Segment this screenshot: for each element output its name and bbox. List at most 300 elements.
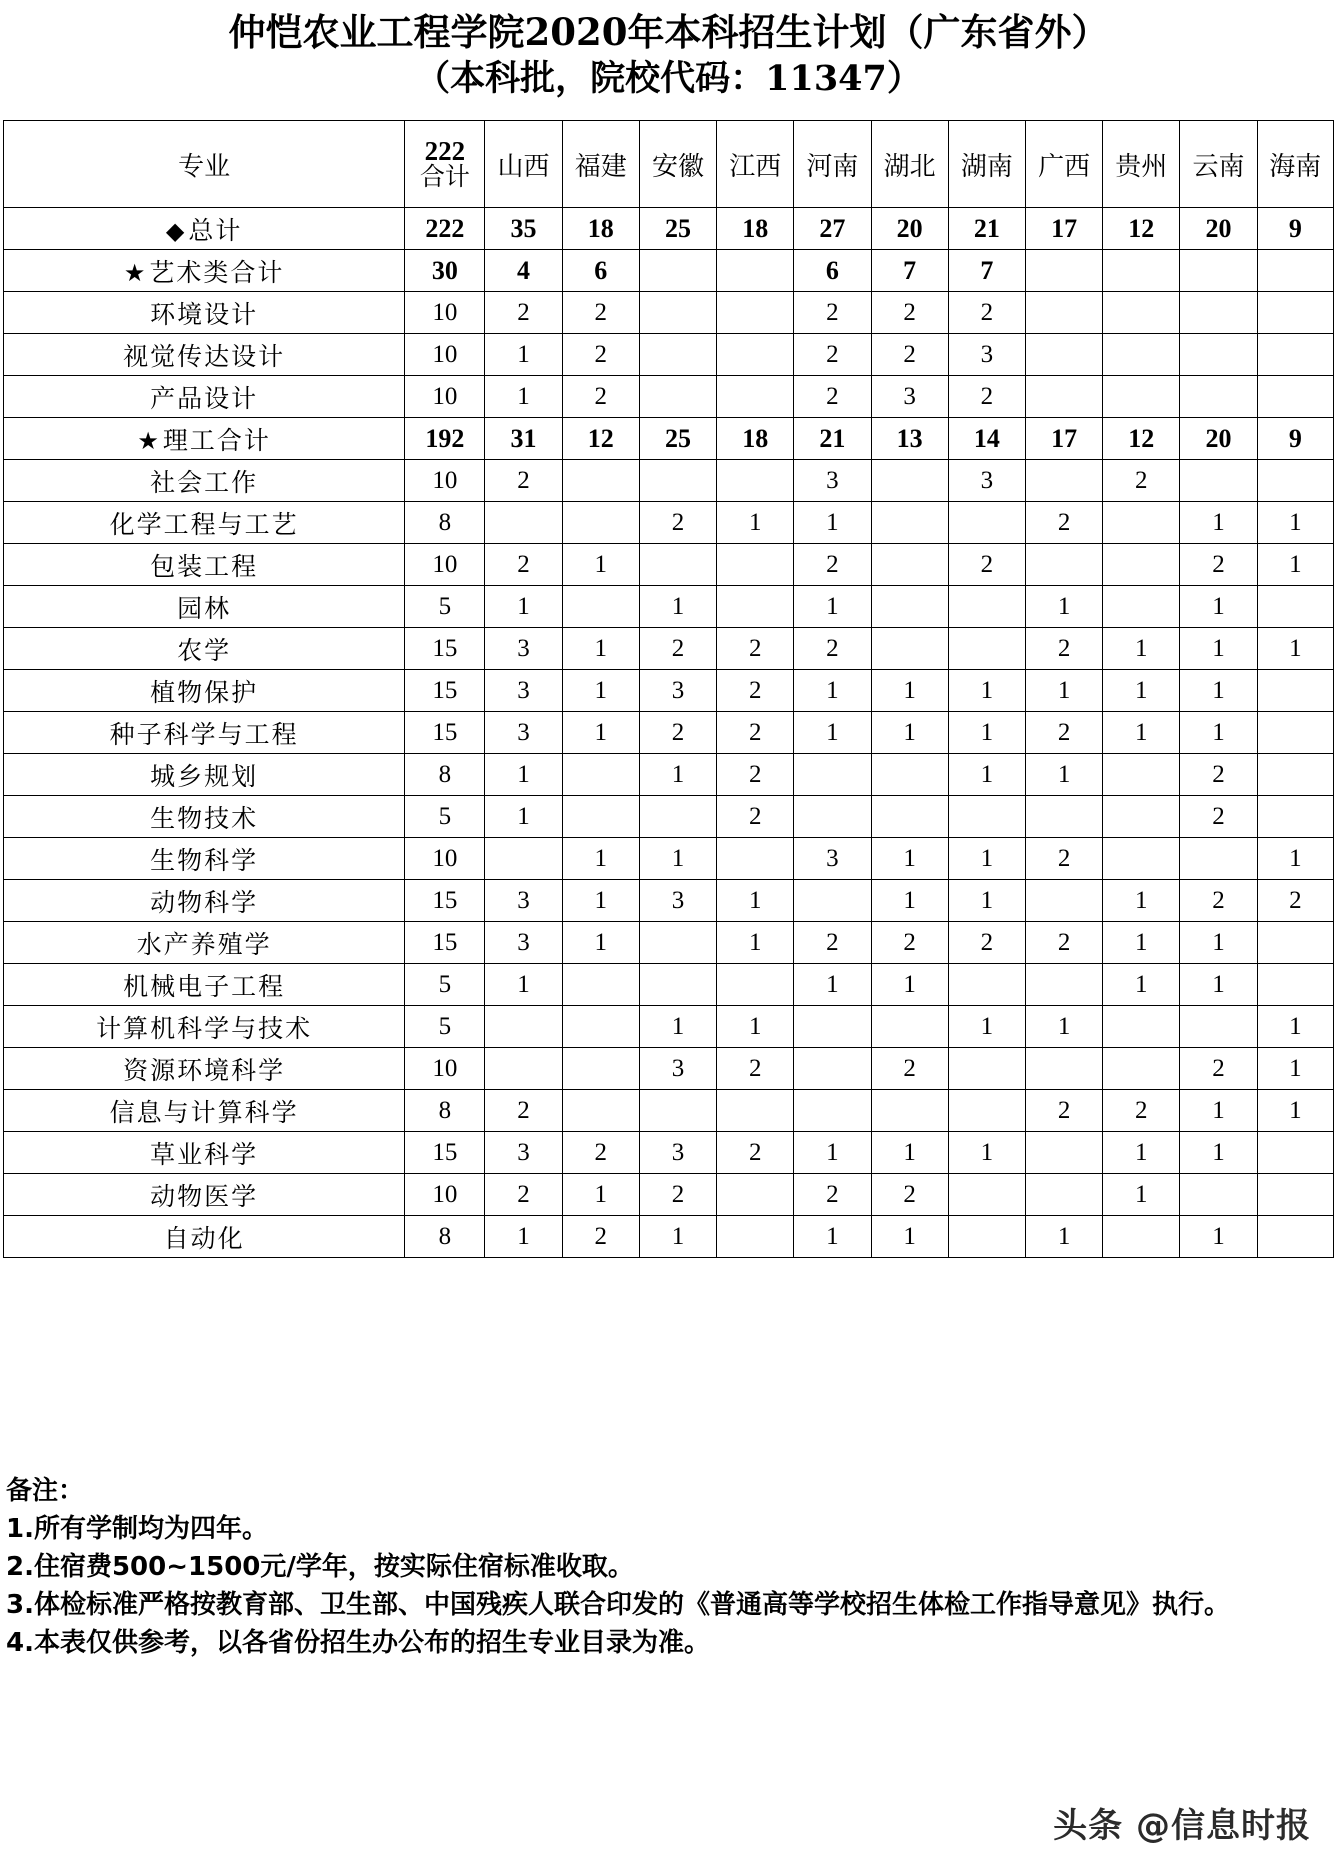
row-province-value — [871, 754, 948, 796]
row-province-value — [717, 544, 794, 586]
row-total-value: 15 — [405, 628, 485, 670]
row-province-value: 3 — [871, 376, 948, 418]
row-total-value: 10 — [405, 1048, 485, 1090]
row-province-value: 1 — [639, 754, 716, 796]
column-header-province-3: 江西 — [717, 121, 794, 208]
row-province-value — [948, 964, 1025, 1006]
row-province-value: 3 — [948, 460, 1025, 502]
row-province-value: 2 — [794, 544, 871, 586]
row-province-value — [871, 1090, 948, 1132]
row-major-label: 艺术类合计 — [149, 259, 285, 287]
row-province-value — [1180, 376, 1257, 418]
row-province-value — [1025, 796, 1102, 838]
row-province-value: 14 — [948, 418, 1025, 460]
row-province-value: 1 — [1025, 1216, 1102, 1258]
row-total-value: 15 — [405, 922, 485, 964]
row-major-label: 水产养殖学 — [136, 931, 272, 959]
row-province-value: 1 — [485, 796, 562, 838]
row-province-value: 1 — [948, 1132, 1025, 1174]
row-province-value: 2 — [717, 796, 794, 838]
row-province-value: 1 — [562, 922, 639, 964]
row-province-value — [1025, 964, 1102, 1006]
row-total-value: 5 — [405, 796, 485, 838]
row-province-value: 20 — [1180, 418, 1257, 460]
row-province-value: 2 — [948, 922, 1025, 964]
row-province-value: 1 — [1180, 628, 1257, 670]
row-province-value — [948, 1048, 1025, 1090]
table-row — [4, 460, 1334, 502]
row-total-value: 222 — [405, 208, 485, 250]
column-header-total-label: 合计 — [419, 164, 470, 192]
row-province-value: 1 — [1180, 712, 1257, 754]
row-province-value: 9 — [1257, 208, 1333, 250]
row-province-value: 2 — [1025, 838, 1102, 880]
row-province-value: 1 — [948, 880, 1025, 922]
row-province-value: 1 — [717, 1006, 794, 1048]
row-province-value — [562, 1048, 639, 1090]
row-province-value: 2 — [717, 670, 794, 712]
row-province-value — [562, 796, 639, 838]
row-major-name — [4, 922, 405, 964]
row-major-label: 环境设计 — [150, 301, 259, 329]
row-major-label: 计算机科学与技术 — [96, 1015, 313, 1043]
row-province-value: 1 — [1103, 1132, 1180, 1174]
row-province-value — [1025, 334, 1102, 376]
star-icon: ★ — [123, 260, 148, 287]
row-province-value: 1 — [794, 670, 871, 712]
row-major-name — [4, 334, 405, 376]
row-province-value — [948, 1174, 1025, 1216]
table-row — [4, 1216, 1334, 1258]
row-province-value — [1025, 1048, 1102, 1090]
row-province-value — [1025, 544, 1102, 586]
row-province-value — [1103, 1216, 1180, 1258]
row-province-value: 13 — [871, 418, 948, 460]
table-row — [4, 376, 1334, 418]
row-major-label: 生物技术 — [150, 805, 259, 833]
row-province-value — [717, 1174, 794, 1216]
row-province-value — [948, 586, 1025, 628]
row-province-value: 7 — [871, 250, 948, 292]
row-province-value: 12 — [1103, 208, 1180, 250]
row-total-value: 8 — [405, 1090, 485, 1132]
row-province-value: 1 — [871, 838, 948, 880]
row-province-value — [562, 964, 639, 1006]
note-item-4: 4.本表仅供参考，以各省份招生办公布的招生专业目录为准。 — [6, 1628, 710, 1658]
row-province-value: 4 — [485, 250, 562, 292]
table-row — [4, 1132, 1334, 1174]
row-province-value: 1 — [717, 922, 794, 964]
row-province-value: 21 — [948, 208, 1025, 250]
table-row — [4, 250, 1334, 292]
row-province-value: 2 — [871, 1174, 948, 1216]
row-province-value: 3 — [639, 880, 716, 922]
row-major-label: 产品设计 — [150, 385, 259, 413]
row-province-value: 3 — [948, 334, 1025, 376]
row-total-value: 15 — [405, 880, 485, 922]
row-province-value: 1 — [794, 1216, 871, 1258]
row-province-value: 1 — [717, 880, 794, 922]
row-province-value: 12 — [1103, 418, 1180, 460]
row-major-name — [4, 208, 405, 250]
row-province-value — [794, 880, 871, 922]
row-province-value — [1103, 376, 1180, 418]
row-province-value: 18 — [717, 208, 794, 250]
row-province-value: 1 — [562, 838, 639, 880]
row-province-value — [562, 1090, 639, 1132]
row-province-value: 3 — [485, 1132, 562, 1174]
row-major-label: 草业科学 — [150, 1141, 259, 1169]
row-province-value: 2 — [485, 1174, 562, 1216]
row-major-label: 理工合计 — [162, 427, 271, 455]
column-header-province-10: 海南 — [1257, 121, 1333, 208]
row-province-value: 1 — [1103, 964, 1180, 1006]
row-major-label: 自动化 — [163, 1225, 245, 1253]
row-province-value: 1 — [485, 1216, 562, 1258]
row-province-value: 1 — [948, 754, 1025, 796]
row-total-value: 15 — [405, 712, 485, 754]
row-province-value: 2 — [485, 544, 562, 586]
row-province-value: 1 — [1257, 544, 1333, 586]
row-province-value: 2 — [1103, 460, 1180, 502]
row-province-value — [1103, 754, 1180, 796]
row-province-value — [1103, 838, 1180, 880]
row-province-value — [871, 544, 948, 586]
column-header-total — [405, 121, 485, 208]
row-province-value — [1257, 1132, 1333, 1174]
row-province-value: 1 — [871, 670, 948, 712]
row-total-value: 30 — [405, 250, 485, 292]
row-province-value — [1257, 796, 1333, 838]
row-province-value: 1 — [639, 586, 716, 628]
row-province-value — [871, 628, 948, 670]
row-province-value: 21 — [794, 418, 871, 460]
row-major-label: 信息与计算科学 — [109, 1099, 299, 1127]
row-total-value: 10 — [405, 544, 485, 586]
row-province-value — [639, 292, 716, 334]
row-province-value: 2 — [562, 1216, 639, 1258]
row-major-label: 机械电子工程 — [123, 973, 286, 1001]
row-province-value — [1103, 544, 1180, 586]
row-province-value: 2 — [1257, 880, 1333, 922]
row-province-value — [871, 586, 948, 628]
row-province-value — [1103, 334, 1180, 376]
row-province-value — [1257, 922, 1333, 964]
row-province-value — [639, 334, 716, 376]
row-province-value: 1 — [1180, 502, 1257, 544]
row-province-value: 1 — [948, 838, 1025, 880]
column-header-province-6: 湖南 — [948, 121, 1025, 208]
row-province-value — [562, 460, 639, 502]
row-province-value — [717, 250, 794, 292]
row-province-value: 1 — [794, 964, 871, 1006]
row-province-value: 31 — [485, 418, 562, 460]
row-province-value: 2 — [794, 292, 871, 334]
row-province-value: 2 — [639, 712, 716, 754]
row-province-value — [562, 502, 639, 544]
table-row — [4, 670, 1334, 712]
row-province-value: 2 — [794, 334, 871, 376]
row-province-value — [1257, 712, 1333, 754]
row-province-value: 2 — [948, 544, 1025, 586]
column-header-province-1: 福建 — [562, 121, 639, 208]
row-province-value: 3 — [639, 670, 716, 712]
notes-heading: 备注： — [6, 1476, 85, 1506]
row-province-value: 1 — [1257, 502, 1333, 544]
row-province-value: 3 — [794, 838, 871, 880]
row-province-value: 3 — [794, 460, 871, 502]
row-province-value: 2 — [562, 1132, 639, 1174]
row-province-value — [1180, 1174, 1257, 1216]
row-province-value: 2 — [717, 712, 794, 754]
row-province-value: 20 — [871, 208, 948, 250]
row-province-value: 1 — [1025, 670, 1102, 712]
row-province-value: 1 — [871, 1216, 948, 1258]
row-province-value — [1180, 838, 1257, 880]
row-province-value: 1 — [562, 712, 639, 754]
row-province-value — [562, 1006, 639, 1048]
row-major-name — [4, 418, 405, 460]
row-province-value: 1 — [1257, 1006, 1333, 1048]
table-row — [4, 334, 1334, 376]
row-major-name — [4, 964, 405, 1006]
table-row — [4, 880, 1334, 922]
row-total-value: 8 — [405, 1216, 485, 1258]
row-province-value — [794, 1048, 871, 1090]
row-province-value: 2 — [1180, 1048, 1257, 1090]
row-province-value — [639, 964, 716, 1006]
row-province-value — [1180, 460, 1257, 502]
row-province-value — [717, 1090, 794, 1132]
row-province-value: 1 — [562, 670, 639, 712]
row-major-name — [4, 586, 405, 628]
row-major-name — [4, 712, 405, 754]
column-header-province-2: 安徽 — [639, 121, 716, 208]
row-province-value: 20 — [1180, 208, 1257, 250]
row-province-value — [1103, 1048, 1180, 1090]
row-province-value: 1 — [562, 1174, 639, 1216]
row-province-value: 1 — [1025, 1006, 1102, 1048]
row-province-value — [1257, 670, 1333, 712]
table-row — [4, 1090, 1334, 1132]
row-total-value: 10 — [405, 334, 485, 376]
row-province-value: 2 — [1025, 1090, 1102, 1132]
row-province-value: 2 — [871, 1048, 948, 1090]
row-major-label: 园林 — [177, 595, 232, 623]
row-province-value — [794, 1090, 871, 1132]
column-header-province-7: 广西 — [1025, 121, 1102, 208]
row-province-value — [717, 838, 794, 880]
row-major-label: 资源环境科学 — [123, 1057, 286, 1085]
row-province-value — [1103, 250, 1180, 292]
row-province-value — [1025, 460, 1102, 502]
admission-plan-table — [3, 120, 1334, 1258]
row-province-value: 2 — [794, 376, 871, 418]
row-province-value: 1 — [1103, 670, 1180, 712]
admission-plan-table-container — [0, 120, 1337, 1258]
row-total-value: 192 — [405, 418, 485, 460]
diamond-icon: ◆ — [165, 218, 187, 245]
row-province-value: 2 — [1025, 922, 1102, 964]
row-total-value: 10 — [405, 376, 485, 418]
row-major-label: 动物科学 — [150, 889, 259, 917]
table-row — [4, 1174, 1334, 1216]
row-province-value: 35 — [485, 208, 562, 250]
row-province-value — [485, 1048, 562, 1090]
row-province-value: 1 — [1257, 1048, 1333, 1090]
row-province-value — [639, 250, 716, 292]
row-province-value: 1 — [1180, 1090, 1257, 1132]
row-major-name — [4, 1006, 405, 1048]
row-province-value: 2 — [485, 460, 562, 502]
row-province-value: 2 — [717, 1132, 794, 1174]
row-province-value — [485, 1006, 562, 1048]
row-province-value: 17 — [1025, 208, 1102, 250]
row-province-value: 1 — [1180, 1132, 1257, 1174]
row-province-value — [871, 460, 948, 502]
row-province-value: 1 — [948, 1006, 1025, 1048]
table-row — [4, 502, 1334, 544]
row-province-value: 3 — [485, 670, 562, 712]
table-body — [4, 208, 1334, 1258]
row-major-label: 化学工程与工艺 — [109, 511, 299, 539]
row-province-value: 1 — [485, 964, 562, 1006]
row-province-value: 1 — [485, 334, 562, 376]
row-province-value — [871, 796, 948, 838]
row-major-name — [4, 1174, 405, 1216]
row-province-value: 1 — [1180, 964, 1257, 1006]
row-province-value — [639, 796, 716, 838]
row-total-value: 15 — [405, 1132, 485, 1174]
row-province-value: 2 — [794, 1174, 871, 1216]
row-province-value — [1103, 292, 1180, 334]
row-province-value: 1 — [639, 1216, 716, 1258]
row-province-value: 1 — [639, 1006, 716, 1048]
row-major-label: 总计 — [188, 217, 243, 245]
row-major-name — [4, 460, 405, 502]
row-province-value: 1 — [794, 712, 871, 754]
row-province-value — [717, 334, 794, 376]
row-province-value: 2 — [639, 502, 716, 544]
row-province-value: 3 — [485, 922, 562, 964]
row-province-value: 1 — [1025, 754, 1102, 796]
row-province-value: 1 — [485, 754, 562, 796]
row-major-label: 城乡规划 — [150, 763, 259, 791]
row-province-value — [1025, 250, 1102, 292]
row-province-value: 1 — [562, 880, 639, 922]
column-header-total-number: 222 — [424, 135, 466, 166]
notes-block — [6, 1472, 1326, 1662]
row-province-value: 6 — [794, 250, 871, 292]
table-header — [4, 121, 1334, 208]
row-major-name — [4, 1090, 405, 1132]
row-major-name — [4, 754, 405, 796]
row-province-value: 1 — [562, 544, 639, 586]
note-item-3: 3.体检标准严格按教育部、卫生部、中国残疾人联合印发的《普通高等学校招生体检工作指导意见》执行。 — [6, 1590, 1230, 1620]
row-major-label: 社会工作 — [150, 469, 259, 497]
page-title-block — [0, 0, 1337, 102]
row-province-value: 2 — [794, 922, 871, 964]
column-header-province-0: 山西 — [485, 121, 562, 208]
row-province-value: 18 — [717, 418, 794, 460]
row-province-value: 2 — [1025, 502, 1102, 544]
row-province-value: 9 — [1257, 418, 1333, 460]
row-province-value: 2 — [562, 292, 639, 334]
row-province-value: 2 — [639, 1174, 716, 1216]
row-province-value: 1 — [717, 502, 794, 544]
row-province-value — [871, 502, 948, 544]
row-province-value — [717, 460, 794, 502]
row-province-value: 2 — [1025, 712, 1102, 754]
row-total-value: 5 — [405, 964, 485, 1006]
row-province-value: 2 — [485, 292, 562, 334]
row-province-value: 1 — [1180, 1216, 1257, 1258]
row-province-value: 3 — [485, 712, 562, 754]
page-title-line-2: （本科批，院校代码：11347） — [415, 58, 922, 99]
row-province-value: 25 — [639, 208, 716, 250]
table-row — [4, 1048, 1334, 1090]
row-major-name — [4, 376, 405, 418]
row-province-value — [639, 460, 716, 502]
row-province-value: 2 — [871, 292, 948, 334]
row-province-value: 1 — [1257, 838, 1333, 880]
row-major-name — [4, 544, 405, 586]
row-major-name — [4, 1048, 405, 1090]
row-province-value: 2 — [1180, 754, 1257, 796]
row-total-value: 5 — [405, 586, 485, 628]
row-province-value — [794, 796, 871, 838]
table-row — [4, 796, 1334, 838]
column-header-province-9: 云南 — [1180, 121, 1257, 208]
row-province-value — [948, 502, 1025, 544]
row-province-value — [485, 502, 562, 544]
table-row — [4, 922, 1334, 964]
row-province-value — [1257, 376, 1333, 418]
row-province-value: 3 — [485, 628, 562, 670]
row-province-value: 2 — [562, 334, 639, 376]
row-province-value: 2 — [1180, 544, 1257, 586]
row-province-value: 1 — [639, 838, 716, 880]
row-major-name — [4, 250, 405, 292]
table-row — [4, 1006, 1334, 1048]
row-province-value — [1025, 1132, 1102, 1174]
row-province-value — [485, 838, 562, 880]
row-province-value — [794, 1006, 871, 1048]
row-province-value: 25 — [639, 418, 716, 460]
row-province-value: 1 — [1103, 880, 1180, 922]
row-major-name — [4, 880, 405, 922]
row-province-value: 1 — [1257, 1090, 1333, 1132]
row-province-value: 1 — [794, 1132, 871, 1174]
page-title-line-1: 仲恺农业工程学院2020年本科招生计划（广东省外） — [228, 10, 1109, 54]
row-province-value: 1 — [1257, 628, 1333, 670]
row-province-value: 1 — [485, 376, 562, 418]
row-province-value — [948, 796, 1025, 838]
row-province-value: 1 — [1025, 586, 1102, 628]
row-province-value: 3 — [485, 880, 562, 922]
row-province-value: 2 — [717, 754, 794, 796]
row-province-value: 1 — [1180, 922, 1257, 964]
row-province-value — [639, 376, 716, 418]
row-total-value: 10 — [405, 838, 485, 880]
row-major-label: 生物科学 — [150, 847, 259, 875]
row-province-value — [639, 1090, 716, 1132]
row-province-value: 3 — [639, 1048, 716, 1090]
row-major-name — [4, 1216, 405, 1258]
row-province-value: 1 — [1103, 1174, 1180, 1216]
row-total-value: 10 — [405, 460, 485, 502]
row-province-value: 27 — [794, 208, 871, 250]
